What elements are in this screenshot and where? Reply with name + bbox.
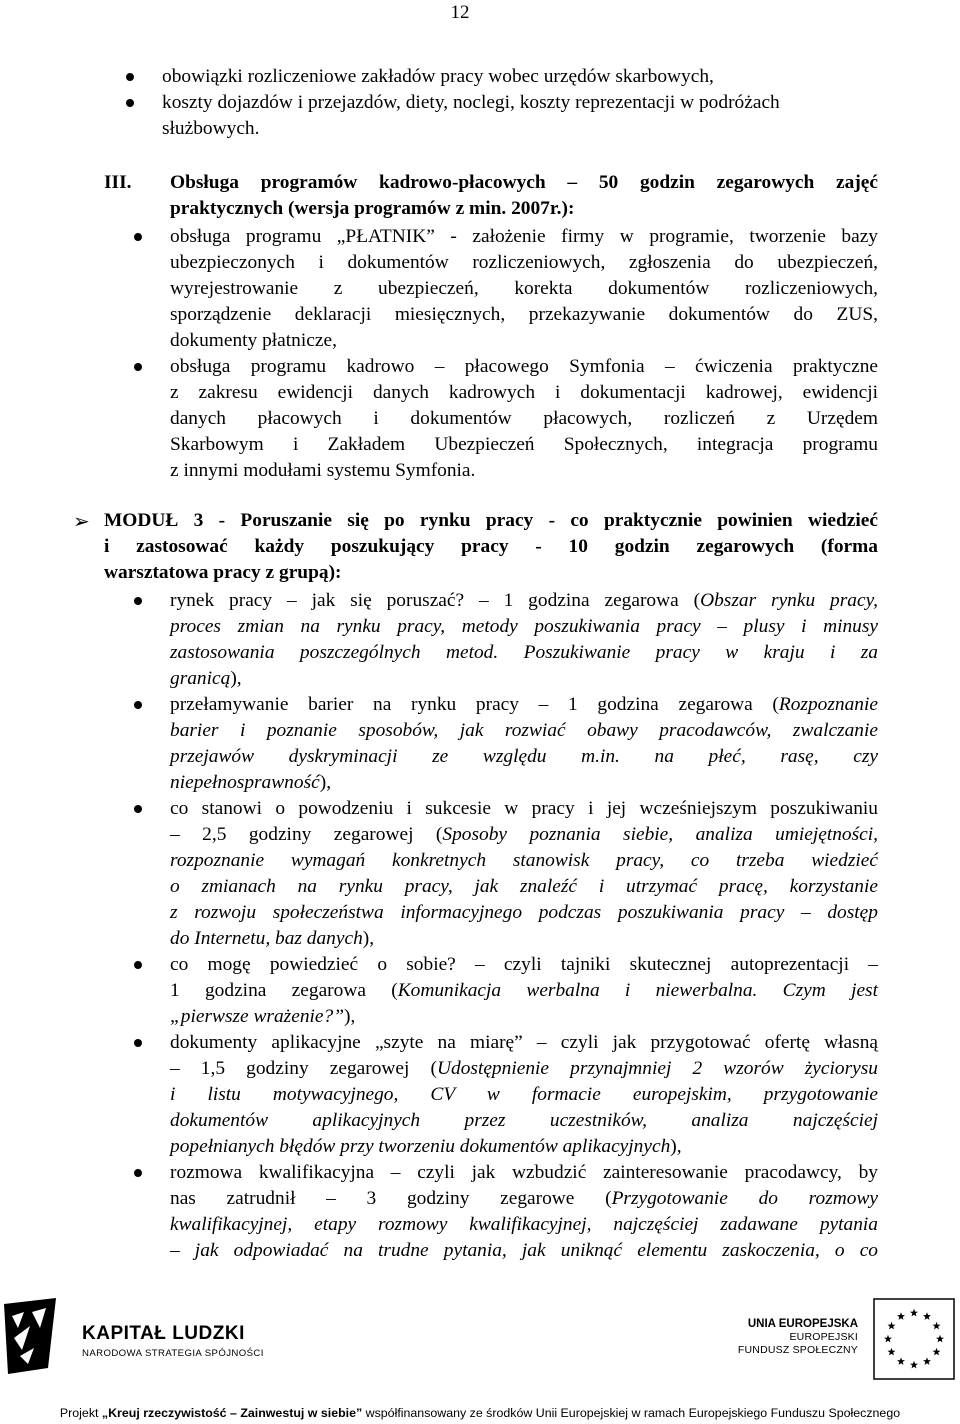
list-item: kwalifikacyjnej, etapy rozmowy kwalifikacyjnej, najczęściej zadawane pytania (170, 1214, 878, 1235)
list-item: z innymi modułami systemu Symfonia. (170, 460, 476, 481)
logo-subtitle: NARODOWA STRATEGIA SPÓJNOŚCI (82, 1348, 264, 1359)
list-item: przejawów dyskryminacji ze względu m.in. na płeć, rasę, czy (170, 746, 878, 767)
list-item: sporządzenie deklaracji miesięcznych, przekazywanie dokumentów do ZUS, (170, 304, 878, 325)
bullet (134, 1039, 142, 1047)
list-item: „pierwsze wrażenie?”), (170, 1006, 356, 1027)
list-item: rozmowa kwalifikacyjna – czyli jak wzbudzić zainteresowanie pracodawcy, by (170, 1162, 878, 1183)
list-item: o zmianach na rynku pracy, jak znaleźć i utrzymać pracę, korzystanie (170, 876, 878, 897)
bullet (126, 73, 134, 81)
bullet (134, 805, 142, 813)
eu-flag-icon (872, 1297, 956, 1381)
list-item: co stanowi o powodzeniu i sukcesie w pracy i jej wcześniejszym poszukiwaniu (170, 798, 878, 819)
list-item: rynek pracy – jak się poruszać? – 1 godzina zegarowa (Obszar rynku pracy, (170, 590, 878, 611)
list-item: dokumenty aplikacyjne „szyte na miarę” – czyli jak przygotować ofertę własną (170, 1032, 878, 1053)
bullet (134, 597, 142, 605)
list-item: danych płacowych i dokumentów płacowych, rozliczeń z Urzędem (170, 408, 878, 429)
list-item: granicą), (170, 668, 242, 689)
list-item: Skarbowym i Zakładem Ubezpieczeń Społecznych, integracja programu (170, 434, 878, 455)
list-item: obsługa programu kadrowo – płacowego Symfonia – ćwiczenia praktyczne (170, 356, 878, 377)
eu-line: EUROPEJSKI (789, 1331, 858, 1343)
list-item: do Internetu, baz danych), (170, 928, 375, 949)
list-item: z zakresu ewidencji danych kadrowych i dokumentacji kadrowej, ewidencji (170, 382, 878, 403)
list-item: przełamywanie barier na rynku pracy – 1 godzina zegarowa (Rozpoznanie (170, 694, 878, 715)
list-item: obsługa programu „PŁATNIK” - założenie firmy w programie, tworzenie bazy (170, 226, 878, 247)
list-item: zastosowania poszczególnych metod. Poszukiwanie pracy w kraju i za (170, 642, 878, 663)
bullet (134, 701, 142, 709)
bullet (134, 1169, 142, 1177)
list-item: – jak odpowiadać na trudne pytania, jak uniknąć elementu zaskoczenia, o co (170, 1240, 878, 1261)
list-item: rozpoznanie wymagań konkretnych stanowisk pracy, co trzeba wiedzieć (170, 850, 878, 871)
bullet (134, 961, 142, 969)
module-heading: warsztatowa pracy z grupą): (104, 562, 342, 583)
list-item: 1 godzina zegarowa (Komunikacja werbalna i niewerbalna. Czym jest (170, 980, 878, 1001)
logo-title: KAPITAŁ LUDZKI (82, 1323, 245, 1344)
list-item: popełnianych błędów przy tworzeniu dokumentów aplikacyjnych), (170, 1136, 682, 1157)
eu-line: FUNDUSZ SPOŁECZNY (737, 1344, 858, 1356)
footer-project-line: Projekt „Kreuj rzeczywistość – Zainwestuj w siebie” współfinansowany ze środków Unii Europejskiej w ramach Europejskiego Funduszu Społecznego (59, 1406, 901, 1420)
list-item: ubezpieczonych i dokumentów rozliczeniowych, zgłoszenia do ubezpieczeń, (170, 252, 878, 273)
list-item: wyrejestrowanie z ubezpieczeń, korekta dokumentów rozliczeniowych, (170, 278, 878, 299)
section-heading: praktycznych (wersja programów z min. 2007r.): (170, 198, 575, 219)
page-number: 12 (450, 2, 470, 23)
bullet (134, 233, 142, 241)
list-item: koszty dojazdów i przejazdów, diety, noclegi, koszty reprezentacji w podróżach (162, 92, 780, 113)
module-heading: i zastosować każdy poszukujący pracy - 10 godzin zegarowych (forma (104, 536, 878, 557)
list-item: z rozwoju społeczeństwa informacyjnego podczas poszukiwania pracy – dostęp (170, 902, 878, 923)
list-item: nas zatrudnił – 3 godziny zegarowe (Przygotowanie do rozmowy (170, 1188, 878, 1209)
arrow-bullet-icon: ➢ (73, 509, 90, 533)
list-item: – 1,5 godziny zegarowej (Udostępnienie przynajmniej 2 wzorów życiorysu (170, 1058, 879, 1079)
bullet (126, 99, 134, 107)
list-item: niepełnosprawność), (170, 772, 332, 793)
eu-line: UNIA EUROPEJSKA (747, 1318, 858, 1330)
section-numeral: III. (104, 172, 132, 193)
list-item: dokumenty płatnicze, (170, 330, 337, 351)
bullet (134, 363, 142, 371)
module-heading: MODUŁ 3 - Poruszanie się po rynku pracy - co praktycznie powinien wiedzieć (104, 510, 878, 531)
list-item: proces zmian na rynku pracy, metody poszukiwania pracy – plusy i minusy (170, 616, 878, 637)
eu-logo-text (718, 1318, 858, 1357)
section-heading: Obsługa programów kadrowo-płacowych – 50 godzin zegarowych zajęć (170, 172, 878, 193)
list-item: obowiązki rozliczeniowe zakładów pracy wobec urzędów skarbowych, (162, 66, 714, 87)
list-item: barier i poznanie sposobów, jak rozwiać obawy pracodawców, zwalczanie (170, 720, 878, 741)
list-item-continuation: służbowych. (162, 118, 260, 139)
list-item: co mogę powiedzieć o sobie? – czyli tajniki skutecznej autoprezentacji – (170, 954, 878, 975)
list-item: i listu motywacyjnego, CV w formacie europejskim, przygotowanie (170, 1084, 878, 1105)
list-item: dokumentów aplikacyjnych przez uczestników, analiza najczęściej (170, 1110, 878, 1131)
list-item: – 2,5 godziny zegarowej (Sposoby poznania siebie, analiza umiejętności, (170, 824, 879, 845)
